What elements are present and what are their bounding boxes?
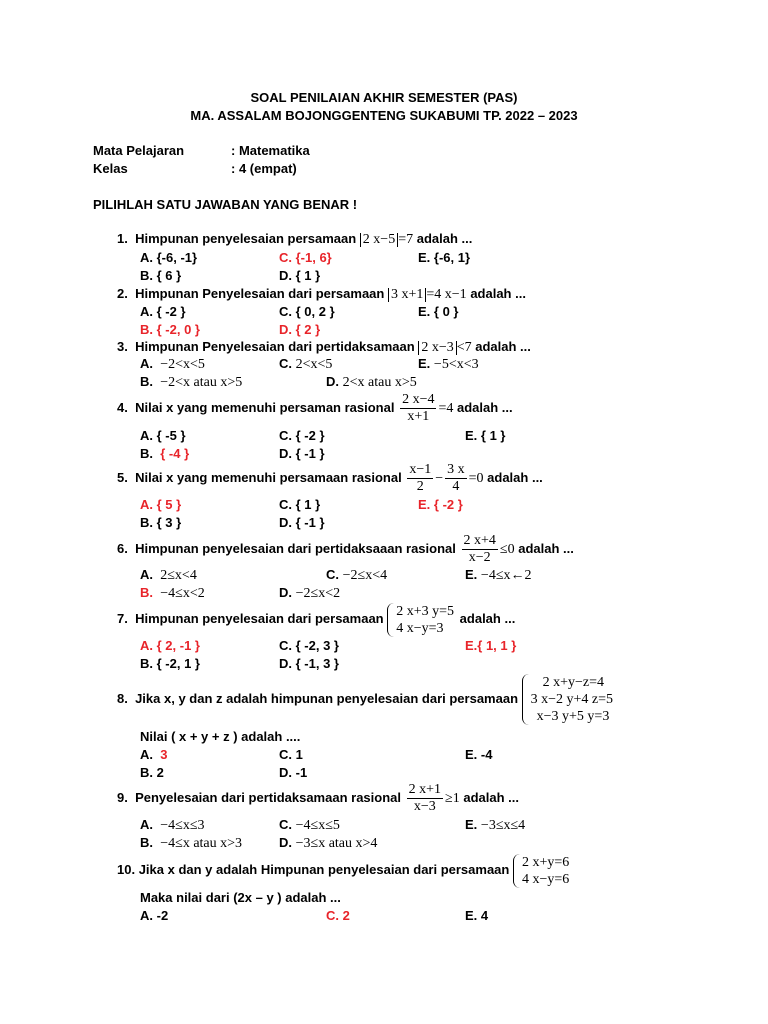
option-label: D. [279, 835, 292, 850]
class-label: Kelas [93, 161, 128, 176]
equation-3: x−3 y+5 y=3 [536, 709, 610, 725]
option-a: A. { -5 } [140, 428, 186, 443]
option-e: E. {-6, 1} [418, 250, 471, 265]
option-c: C. { 0, 2 } [279, 304, 335, 319]
equation-rhs: =0 [468, 471, 484, 486]
option-label: D. [326, 374, 339, 389]
option-math: −2≤x<2 [295, 586, 341, 601]
option-math: −2<x<5 [160, 357, 205, 372]
option-c-answer: C. {-1, 6} [279, 250, 332, 265]
abs-value: 2 x−5 [360, 233, 398, 247]
question-1 [117, 231, 472, 248]
question-tail: adalah ... [459, 611, 516, 626]
option-label: E. [465, 817, 478, 832]
option-label: E. [418, 356, 431, 371]
question-number: 2. [117, 286, 128, 301]
numerator: x−1 [409, 462, 432, 478]
option-math: −3≤x atau x>4 [295, 836, 378, 851]
question-text: Himpunan Penyelesaian dari pertidaksamaan [135, 339, 415, 354]
option-c: C. { 1 } [279, 497, 321, 512]
question-4 [117, 389, 513, 428]
option-e: E. -4 [465, 747, 493, 762]
numerator: 2 x+1 [408, 782, 442, 798]
numerator: 2 x+4 [463, 533, 496, 549]
option-a: A. { -2 } [140, 304, 186, 319]
inequality-rhs: <7 [456, 340, 472, 355]
fraction-1 [407, 462, 433, 495]
denominator: x−3 [413, 799, 436, 815]
option-a [140, 356, 205, 373]
question-text: Himpunan penyelesaian dari persamaan [135, 611, 384, 626]
subject-label: Mata Pelajaran [93, 143, 185, 158]
equation-2: 4 x−y=6 [521, 871, 570, 887]
option-label: A. [140, 747, 153, 762]
option-d: D. -1 [279, 765, 308, 780]
option-label: B. [140, 374, 153, 389]
option-c: C. { -2, 3 } [279, 638, 339, 653]
option-label: C. [279, 817, 292, 832]
option-e: E. { 1 } [465, 428, 506, 443]
question-number: 8. [117, 691, 128, 706]
option-math: −2≤x<4 [342, 568, 388, 583]
fraction [400, 392, 436, 425]
equation-1: 2 x+y−z=4 [542, 675, 605, 691]
question-number: 3. [117, 339, 128, 354]
fraction [407, 782, 443, 815]
equation-system [513, 854, 571, 888]
option-e [465, 817, 525, 834]
option-c: C. 1 [279, 747, 303, 762]
question-3 [117, 339, 531, 356]
question-text: Penyelesaian dari pertidaksamaan rasional [135, 790, 401, 805]
option-d [279, 835, 377, 852]
option-a: A. -2 [140, 908, 169, 923]
option-math: −4≤x≤5 [295, 818, 340, 833]
question-5 [117, 459, 543, 498]
option-label: A. [140, 567, 153, 582]
equation-2: 3 x−2 y+4 z=5 [530, 692, 614, 708]
option-a [140, 817, 205, 834]
inequality [418, 340, 471, 355]
class-value: : 4 (empat) [231, 161, 297, 176]
equation-rhs: =4 [438, 401, 454, 416]
option-label: C. [326, 567, 339, 582]
option-label: E. [465, 567, 478, 582]
abs-value: 3 x+1 [388, 288, 426, 302]
inequality-rhs: ≥1 [445, 791, 460, 806]
option-d: D. { -1 } [279, 515, 325, 530]
question-9 [117, 779, 519, 818]
fraction-2 [445, 462, 467, 495]
question-number: 9. [117, 790, 128, 805]
question-text: Himpunan penyelesaian dari pertidaksaaan rasional [135, 541, 456, 556]
option-c [279, 356, 332, 373]
option-label: A. [140, 356, 153, 371]
option-e: E. { 0 } [418, 304, 459, 319]
numerator: 3 x [447, 462, 465, 478]
equation-2: 4 x−y=3 [396, 620, 444, 636]
denominator: x+1 [407, 409, 430, 425]
option-math: −4≤x atau x>3 [160, 836, 243, 851]
option-e-answer: E.{ 1, 1 } [465, 638, 517, 653]
question-2 [117, 286, 526, 303]
question-tail: adalah ... [518, 541, 574, 556]
equation-system [522, 674, 615, 725]
question-text: Jika x dan y adalah Himpunan penyelesaian dari persamaan [138, 862, 510, 877]
option-math: −4≤x≤3 [160, 818, 205, 833]
equation-rhs: =7 [398, 232, 414, 247]
instruction: PILIHLAH SATU JAWABAN YANG BENAR ! [93, 197, 358, 212]
option-c [279, 817, 340, 834]
option-c: C. { -2 } [279, 428, 325, 443]
question-number: 1. [117, 231, 128, 246]
option-a-answer: A. { 5 } [140, 497, 182, 512]
option-label: B. [140, 835, 153, 850]
option-b: B. { -4 } [140, 446, 190, 461]
option-a-answer: 3 [160, 747, 168, 762]
option-d-answer: D. { 2 } [279, 322, 321, 337]
equation-1: 2 x+y=6 [521, 854, 570, 870]
question-number: 6. [117, 541, 128, 556]
option-math: 2<x<5 [295, 357, 333, 372]
option-b: B. { 6 } [140, 268, 182, 283]
inequality-rhs: ≤0 [499, 542, 515, 557]
question-7 [117, 600, 515, 638]
option-b-answer: B. { -2, 0 } [140, 322, 200, 337]
denominator: 4 [452, 479, 460, 495]
option-a [140, 567, 197, 584]
question-tail: adalah ... [475, 339, 531, 354]
option-math: −4≤x←2 [480, 568, 532, 583]
equation [388, 287, 467, 302]
option-label: B. [140, 585, 153, 600]
option-b-answer: { -4 } [160, 446, 190, 461]
question-sub: Maka nilai dari (2x – y ) adalah ... [140, 890, 341, 905]
question-10 [117, 851, 571, 889]
option-math: 2<x atau x>5 [342, 375, 417, 390]
option-e [418, 356, 479, 373]
option-math: −3≤x≤4 [480, 818, 526, 833]
equation-1: 2 x+3 y=5 [396, 603, 455, 619]
option-b: B. 2 [140, 765, 164, 780]
option-d: D. { 1 } [279, 268, 321, 283]
question-tail: adalah ... [487, 470, 543, 485]
question-tail: adalah ... [463, 790, 519, 805]
option-d: D. { -1 } [279, 446, 325, 461]
question-text: Jika x, y dan z adalah himpunan penyelesaian dari persamaan [135, 691, 519, 706]
option-label: C. [279, 356, 292, 371]
question-text: Himpunan penyelesaian persamaan [135, 231, 357, 246]
question-number: 4. [117, 400, 128, 415]
option-math: −4≤x<2 [160, 586, 205, 601]
question-tail: adalah ... [457, 400, 513, 415]
question-tail: adalah ... [416, 231, 473, 246]
equation [360, 232, 413, 247]
question-number: 10. [117, 862, 136, 877]
doc-subtitle: MA. ASSALAM BOJONGGENTENG SUKABUMI TP. 2022 – 2023 [190, 108, 578, 123]
option-a [140, 747, 167, 762]
question-text: Nilai x yang memenuhi persaman rasional [135, 400, 395, 415]
numerator: 2 x−4 [402, 392, 435, 408]
fraction [462, 533, 498, 566]
option-d: D. { -1, 3 } [279, 656, 339, 671]
option-label: A. [140, 817, 153, 832]
doc-title: SOAL PENILAIAN AKHIR SEMESTER (PAS) [250, 90, 518, 105]
option-math: −2<x atau x>5 [160, 375, 243, 390]
denominator: x−2 [468, 550, 491, 566]
option-e-answer: E. { -2 } [418, 497, 463, 512]
question-6 [117, 530, 574, 569]
option-c-answer: C. 2 [326, 908, 350, 923]
subject-value: : Matematika [231, 143, 310, 158]
option-b: B. { 3 } [140, 515, 182, 530]
option-a-answer: A. { 2, -1 } [140, 638, 200, 653]
option-c [326, 567, 387, 584]
option-math: −5<x<3 [433, 357, 479, 372]
option-label: D. [279, 585, 292, 600]
question-8 [117, 672, 615, 726]
option-math: 2≤x<4 [160, 568, 197, 583]
question-number: 5. [117, 470, 128, 485]
option-b [140, 835, 242, 852]
option-e [465, 567, 532, 584]
option-e: E. 4 [465, 908, 489, 923]
question-sub: Nilai ( x + y + z ) adalah .... [140, 729, 301, 744]
equation-system [387, 603, 456, 637]
question-text: Nilai x yang memenuhi persamaan rasional [135, 470, 402, 485]
minus-sign: − [435, 471, 444, 486]
equation-rhs: =4 x−1 [426, 287, 467, 302]
option-a: A. {-6, -1} [140, 250, 198, 265]
question-tail: adalah ... [470, 286, 526, 301]
denominator: 2 [416, 479, 424, 495]
option-b: B. { -2, 1 } [140, 656, 200, 671]
question-text: Himpunan Penyelesaian dari persamaan [135, 286, 385, 301]
abs-value: 2 x−3 [418, 341, 456, 355]
question-number: 7. [117, 611, 128, 626]
